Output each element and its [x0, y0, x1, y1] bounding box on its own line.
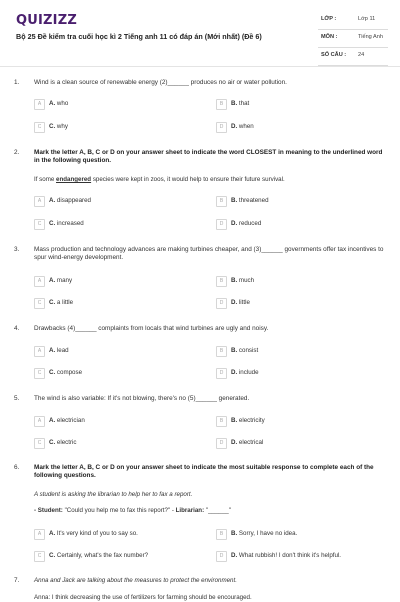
option-letter-box[interactable]: A — [34, 196, 45, 207]
option-letter-box[interactable]: A — [34, 529, 45, 540]
sentence-part: species were kept in zoos, it would help to ensure their future survival. — [91, 176, 285, 183]
option-key: D. — [231, 299, 238, 306]
question-number: 2. — [14, 149, 20, 156]
option-text: Certainly, what's the fax number? — [56, 552, 149, 559]
quizizz-logo: QUIZIZZ — [16, 13, 77, 28]
question-number: 1. — [14, 79, 20, 86]
option-text: increased — [56, 220, 84, 227]
option-text: when — [238, 123, 254, 130]
option-letter-box[interactable]: B — [216, 99, 227, 110]
document-title: Bộ 25 Đề kiểm tra cuối học kì 2 Tiếng anh 11 có đáp án (Mới nhất) (Đề 6) — [16, 32, 262, 41]
worksheet-header — [0, 0, 400, 66]
option-letter-box[interactable]: A — [34, 99, 45, 110]
option-letter-box[interactable]: B — [216, 529, 227, 540]
option-key: D. — [231, 220, 238, 227]
option-letter-box[interactable]: D — [216, 368, 227, 379]
option-letter-box[interactable]: B — [216, 276, 227, 287]
option-key: B. — [231, 100, 238, 107]
question-text: The wind is also variable: If it's not blowing, there's no (5)______ generated. — [34, 395, 250, 402]
option-letter-box[interactable]: B — [216, 196, 227, 207]
question-context: Anna and Jack are talking about the measures to protect the environment. — [34, 577, 237, 584]
option-text: electrician — [56, 417, 85, 424]
option-letter-box[interactable]: D — [216, 438, 227, 449]
option-letter-box[interactable]: C — [34, 438, 45, 449]
option-key: A. — [49, 417, 56, 424]
option-text: little — [238, 299, 250, 306]
option-letter-box[interactable]: B — [216, 416, 227, 427]
option-key: A. — [49, 277, 56, 284]
option-text: consist — [238, 347, 259, 354]
option-text: electric — [56, 439, 77, 446]
option-text: include — [238, 369, 259, 376]
option-text: a little — [56, 299, 74, 306]
meta-row-class — [318, 12, 388, 30]
option-key: B. — [231, 530, 238, 537]
option-letter-box[interactable]: C — [34, 219, 45, 230]
option-key: B. — [231, 347, 238, 354]
option-key: A. — [49, 347, 56, 354]
option-key: C. — [49, 220, 56, 227]
question-number: 5. — [14, 395, 20, 402]
option-key: B. — [231, 417, 238, 424]
question-number: 4. — [14, 325, 20, 332]
sentence-part: If some — [34, 176, 57, 183]
option-letter-box[interactable]: A — [34, 416, 45, 427]
dialogue-text: "______" — [204, 507, 231, 514]
option-text: electricity — [238, 417, 265, 424]
option-letter-box[interactable]: D — [216, 219, 227, 230]
option-letter-box[interactable]: B — [216, 346, 227, 357]
header-divider — [0, 66, 400, 67]
option-text: compose — [56, 369, 83, 376]
option-letter-box[interactable]: C — [34, 368, 45, 379]
option-letter-box[interactable]: C — [34, 298, 45, 309]
question-number: 3. — [14, 246, 20, 253]
question-context: A student is asking the librarian to help her to fax a report. — [34, 491, 193, 498]
dialogue-text: "Could you help me to fax this report?" - — [62, 507, 176, 514]
option-key: D. — [231, 369, 238, 376]
option-letter-box[interactable]: D — [216, 551, 227, 562]
option-key: B. — [231, 277, 238, 284]
meta-label: LỚP : — [321, 16, 337, 22]
question-text: Wind is a clean source of renewable energy (2)______ produces no air or water pollution. — [34, 79, 287, 86]
option-text: It's very kind of you to say so. — [56, 530, 138, 537]
option-letter-box[interactable]: C — [34, 122, 45, 133]
speaker-label: Librarian: — [175, 507, 205, 514]
question-text: Mark the letter A, B, C or D on your answer sheet to indicate the most suitable response to complete each of the following questions. — [34, 464, 374, 479]
underlined-word: endangered — [56, 176, 92, 183]
option-letter-box[interactable]: D — [216, 122, 227, 133]
question-number: 6. — [14, 464, 20, 471]
option-key: A. — [49, 530, 56, 537]
option-text: threatened — [238, 197, 269, 204]
option-text: that — [238, 100, 250, 107]
option-text: electrical — [238, 439, 264, 446]
meta-value: 24 — [358, 52, 365, 58]
option-letter-box[interactable]: A — [34, 276, 45, 287]
option-text: much — [238, 277, 255, 284]
meta-table — [318, 12, 388, 66]
option-key: C. — [49, 552, 56, 559]
meta-value: Lớp 11 — [358, 16, 376, 22]
option-key: C. — [49, 123, 56, 130]
meta-value: Tiếng Anh — [358, 34, 383, 40]
question-dialogue — [34, 507, 384, 515]
meta-row-count — [318, 48, 388, 66]
option-letter-box[interactable]: C — [34, 551, 45, 562]
option-letter-box[interactable]: A — [34, 346, 45, 357]
meta-label: MÔN : — [321, 34, 338, 40]
option-key: D. — [231, 439, 238, 446]
option-text: lead — [56, 347, 69, 354]
option-key: C. — [49, 299, 56, 306]
option-text: who — [56, 100, 69, 107]
option-key: C. — [49, 439, 56, 446]
option-text: What rubbish! I don't think it's helpful. — [238, 552, 342, 559]
question-text: Drawbacks (4)______ complaints from locals that wind turbines are ugly and noisy. — [34, 325, 269, 332]
question-number: 7. — [14, 577, 20, 584]
speaker-label: - Student: — [34, 507, 63, 514]
question-sentence — [34, 176, 384, 184]
question-partial-dialogue: Anna: I think decreasing the use of fertilizers for farming should be encouraged. — [34, 594, 252, 601]
option-text: Sorry, I have no idea. — [238, 530, 298, 537]
option-key: D. — [231, 552, 238, 559]
option-text: many — [56, 277, 73, 284]
meta-label: SỐ CÂU : — [321, 52, 347, 58]
option-key: D. — [231, 123, 238, 130]
option-key: A. — [49, 197, 56, 204]
option-letter-box[interactable]: D — [216, 298, 227, 309]
option-key: C. — [49, 369, 56, 376]
option-text: why — [56, 123, 68, 130]
option-key: A. — [49, 100, 56, 107]
question-text: Mass production and technology advances are making turbines cheaper, and (3)______ governments offer tax incentives to spur wind-energy development. — [34, 246, 384, 261]
option-text: disappeared — [56, 197, 91, 204]
meta-row-subject — [318, 30, 388, 48]
option-key: B. — [231, 197, 238, 204]
option-text: reduced — [238, 220, 262, 227]
question-text: Mark the letter A, B, C or D on your answer sheet to indicate the word CLOSEST in meaning to the underlined word in the following question. — [34, 149, 383, 164]
